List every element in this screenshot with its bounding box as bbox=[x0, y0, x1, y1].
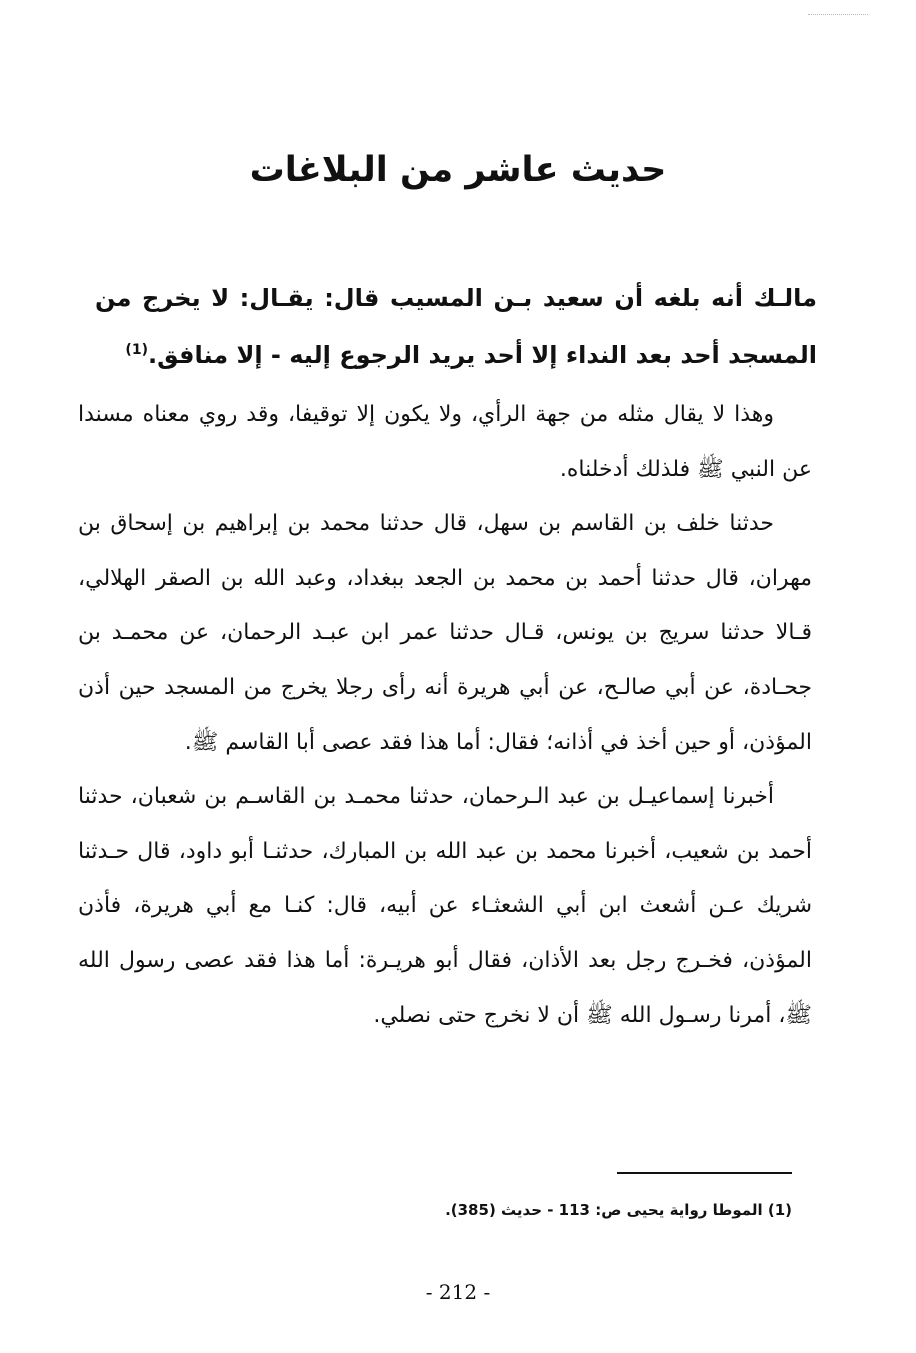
hadith-text bbox=[95, 272, 817, 381]
paragraph: حدثنا خلف بن القاسم بن سهل، قال حدثنا محمد بن إبراهيم بن إسحاق بن مهران، قال حدثنا أحمد بن محمد بن الجعد ببغداد، وعبد الله بن الصقر الهلالي، قـالا حدثنا سريج بن يونس، قـال حدثنا عمر ابن عبـد الرحمان، عن محمـد بن جحـادة، عن أبي صالـح، عن أبي هريرة أنه رأى رجلا يخرج من المسجد حين أذن المؤذن، أو حين أخذ في أذانه؛ فقال: أما هذا فقد عصى أبا القاسم ﷺ. bbox=[78, 511, 812, 755]
page-title: حديث عاشر من البلاغات bbox=[249, 150, 667, 190]
commentary bbox=[78, 388, 812, 1043]
footnote-reference: (1) bbox=[125, 342, 148, 358]
footnote-divider bbox=[617, 1172, 792, 1174]
hadith-text-body: مالـك أنه بلغه أن سعيد بـن المسيب قال: يقـال: لا يخرج من المسجد أحد بعد النداء إلا أحد يريد الرجوع إليه - إلا منافق. bbox=[95, 284, 817, 369]
paragraph: أخبرنا إسماعيـل بن عبد الـرحمان، حدثنا محمـد بن القاسـم بن شعبان، حدثنا أحمد بن شعيب، أخبرنا محمد بن عبد الله بن المبارك، حدثنـا أبو داود، قال حـدثنا شريك عـن أشعث ابن أبي الشعثـاء عن أبيه، قال: كنـا مع أبي هريرة، فأذن المؤذن، فخـرج رجل بعد الأذان، فقال أبو هريـرة: أما هذا فقد عصى رسول الله ﷺ، أمرنا رسـول الله ﷺ أن لا نخرج حتى نصلي. bbox=[78, 784, 812, 1028]
scan-artifact bbox=[808, 14, 868, 16]
paragraph: وهذا لا يقال مثله من جهة الرأي، ولا يكون إلا توقيفا، وقد روي معناه مسندا عن النبي ﷺ فلذلك أدخلناه. bbox=[78, 402, 812, 482]
footnote: (1) الموطا رواية يحيى ص: 113 - حديث (385). bbox=[445, 1201, 792, 1219]
page-number: - 212 - bbox=[425, 1280, 491, 1304]
